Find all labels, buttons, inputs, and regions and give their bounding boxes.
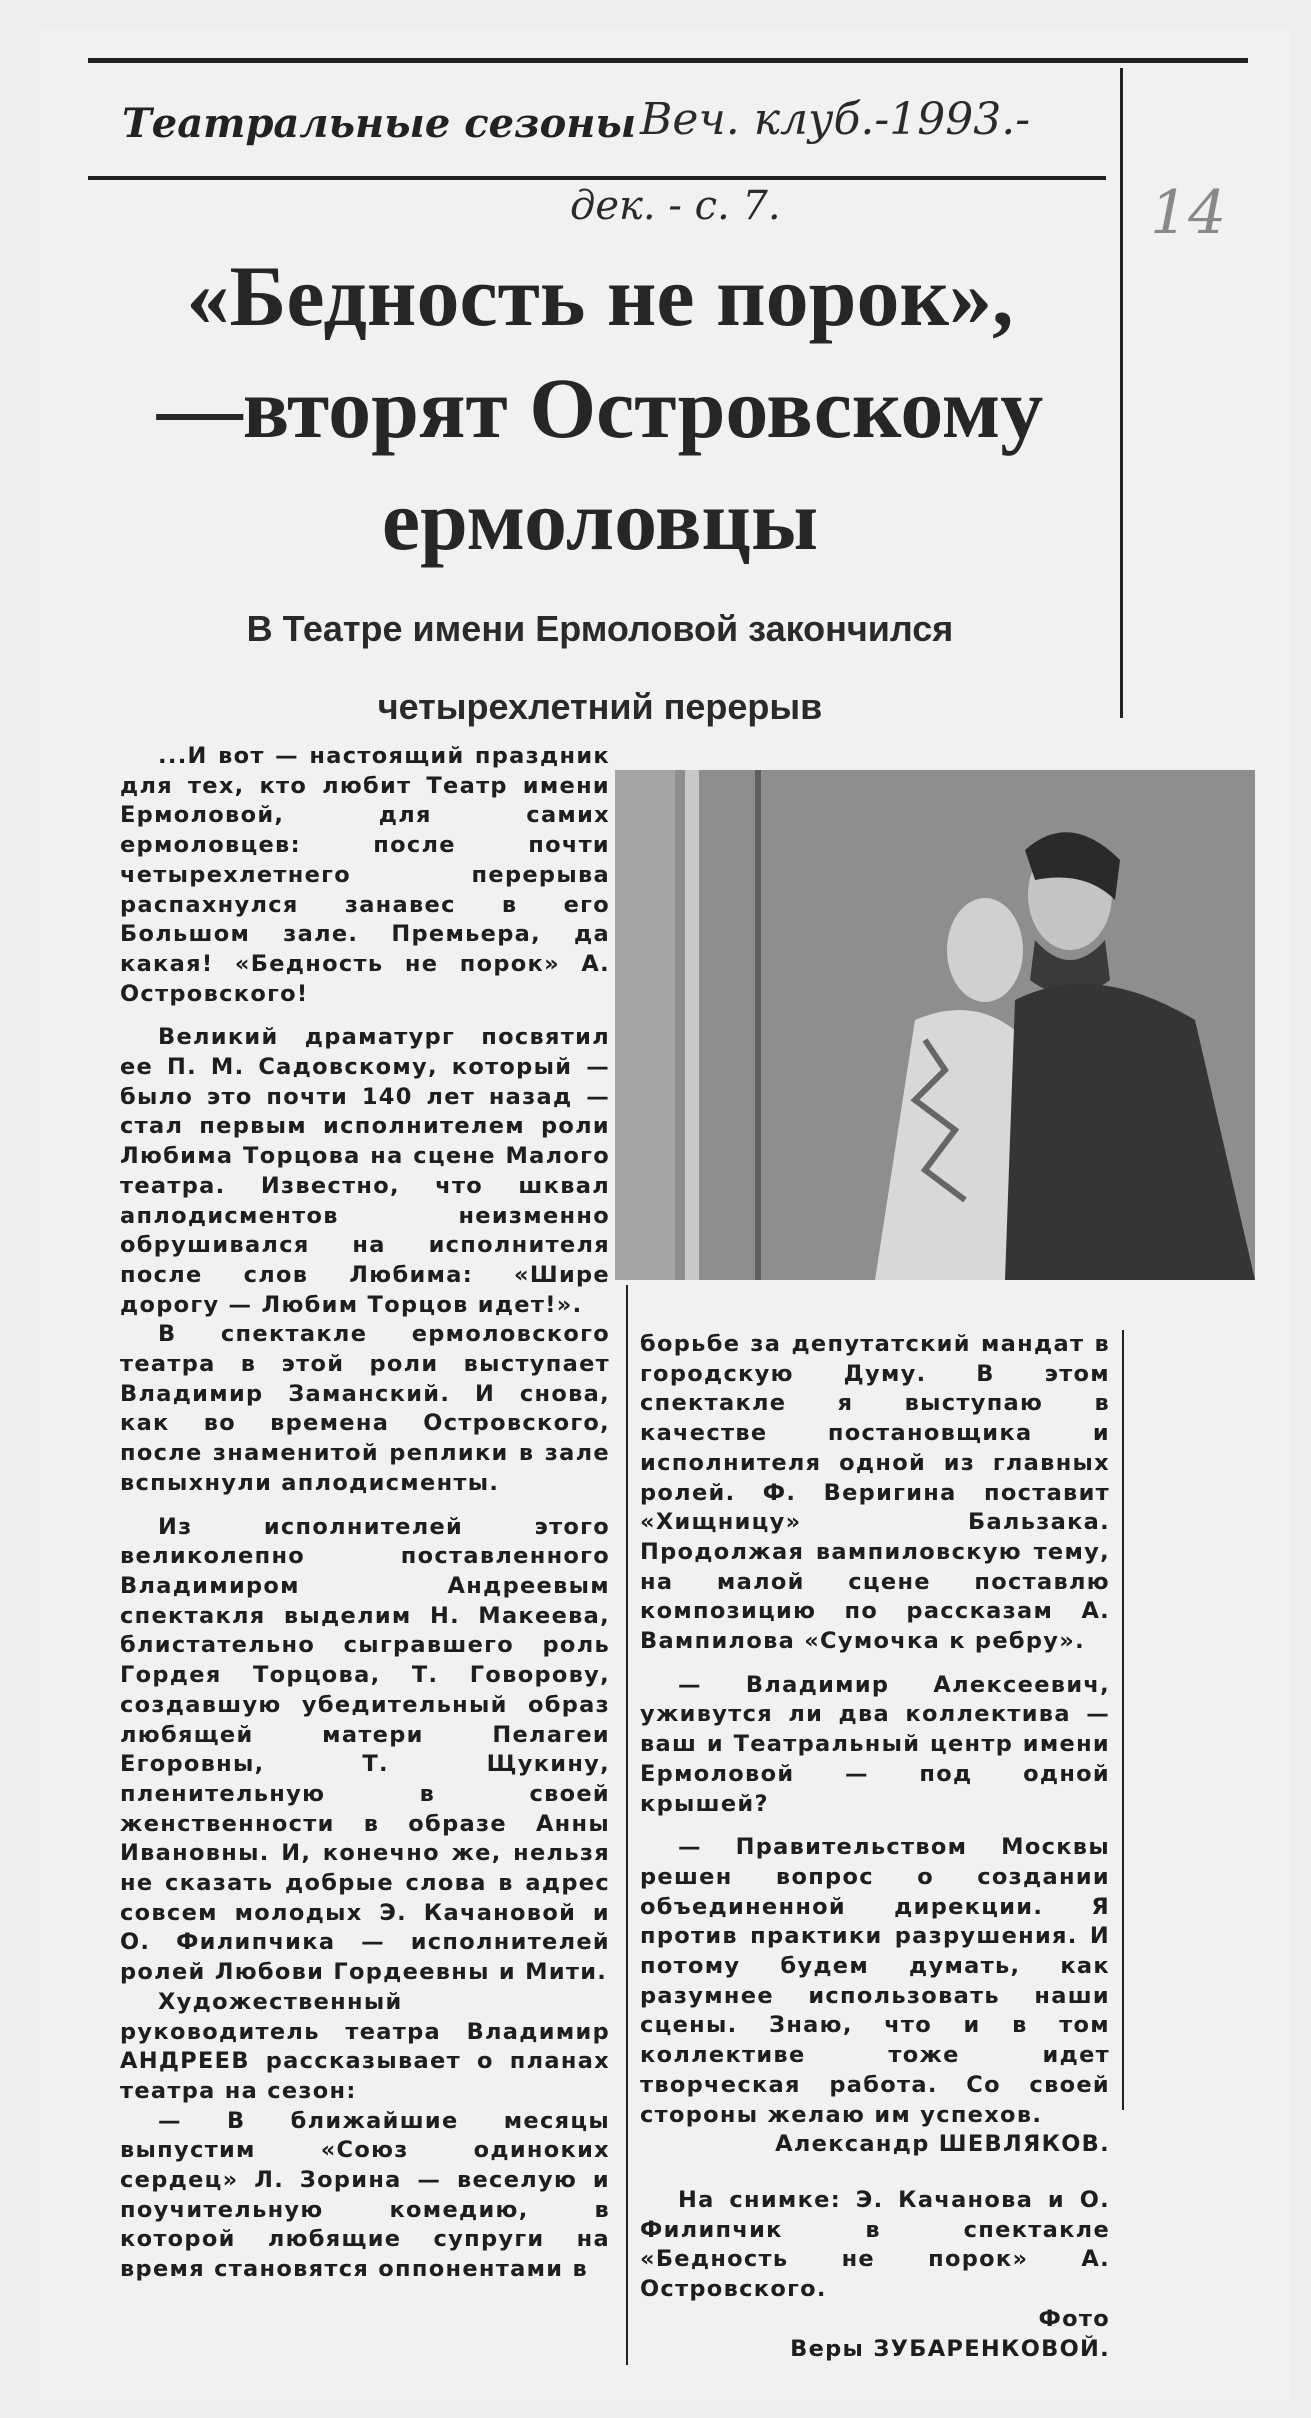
top-rule [88,58,1248,63]
subheadline [95,590,1105,746]
headline [95,240,1105,576]
headline-line-2: —вторят Островскому [156,360,1044,456]
paragraph: — Владимир Алексеевич, уживутся ли два коллектива — ваш и Театральный центр имени Ермоловой — под одной крышей? [640,1671,1110,1817]
paragraph: ...И вот — настоящий праздник для тех, кто любит Театр имени Ермоловой, для самих ермоловцев: после почти четырехлетнего перерыва распахнулся занавес в его Большом зале. Премьера, да какая! «Бедность не порок» А. Островского! [120,743,610,1007]
paragraph: В спектакле ермоловского театра в этой роли выступает Владимир Заманский. И снова, как во времена Островского, после знаменитой реплики в зале вспыхнули аплодисменты. [120,1321,610,1496]
column-frame-line [1120,68,1123,718]
right-column [640,1330,1110,2364]
paragraph: — В ближайшие месяцы выпустим «Союз одиноких сердец» Л. Зорина — веселую и поучительную комедию, в которой любящие супруги на время становятся оппонентами в [120,2107,610,2283]
paragraph: Великий драматург посвятил ее П. М. Садовскому, который — было это почти 140 лет назад — стал первым исполнителем роли Любима Торцова на сцене Малого театра. Известно, что шквал аплодисментов неизменно обрушивался на исполнителя после слов Любима: «Шире дорогу — Любим Торцов идет!». [120,1024,610,1318]
column-divider [626,1285,628,2365]
headline-line-1: «Бедность не порок», [186,248,1014,344]
photo-actors-image [615,770,1255,1280]
rubric-rule [88,176,1106,180]
photo-credit-label: Фото [1038,2305,1110,2332]
headline-line-3: ермоловцы [381,472,819,568]
handwritten-date-note: дек. - с. 7. [570,183,781,229]
paragraph: борьбе за депутатский мандат в городскую Думу. В этом спектакле я выступаю в качестве постановщика и исполнителя одной из главных ролей. Ф. Веригина поставит «Хищницу» Бальзака. Продолжая вампиловскую тему, на малой сцене поставлю композицию по рассказам А. Вампилова «Сумочка к ребру». [640,1331,1110,1655]
photo-caption: На снимке: Э. Качанова и О. Филипчик в спектакле «Бедность не порок» А. Островского. [640,2186,1110,2303]
paragraph: Из исполнителей этого великолепно поставленного Владимиром Андреевым спектакля выделим Н. Макеева, блистательно сыгравшего роль Гордея Торцова, Т. Говорову, создавшую убедительный образ любящей матери Пелагеи Егоровны, Т. Щукину, пленительную в своей женственности в образе Анны Ивановны. И, конечно же, нельзя не сказать добрые слова в адрес совсем молодых Э. Качановой и О. Филипчика — исполнителей ролей Любови Гордеевны и Мити. [120,1513,610,1986]
handwritten-source-note: Веч. клуб.-1993.- [640,94,1031,145]
paragraph: Художественный руководитель театра Владимир АНДРЕЕВ рассказывает о планах театра на сезон: [120,1988,610,2104]
rubric-title: Театральные сезоны [122,100,637,147]
photo-credit-name: Веры ЗУБАРЕНКОВОЙ. [790,2335,1110,2362]
right-frame-line [1122,1330,1124,2110]
left-column [120,742,610,2285]
paragraph: — Правительством Москвы решен вопрос о создании объединенной дирекции. Я против практики разрушения. И потому будем думать, как разумнее использовать наши сцены. Знаю, что и в том коллективе тоже идет творческая работа. Со своей стороны желаю им успехов. [640,1834,1110,2128]
production-photo [615,770,1255,1280]
author-signature: Александр ШЕВЛЯКОВ. [775,2131,1110,2158]
subheadline-line-2: четырехлетний перерыв [377,686,823,727]
subheadline-line-1: В Театре имени Ермоловой закончился [246,608,954,649]
handwritten-margin-mark: 14 [1150,178,1227,248]
